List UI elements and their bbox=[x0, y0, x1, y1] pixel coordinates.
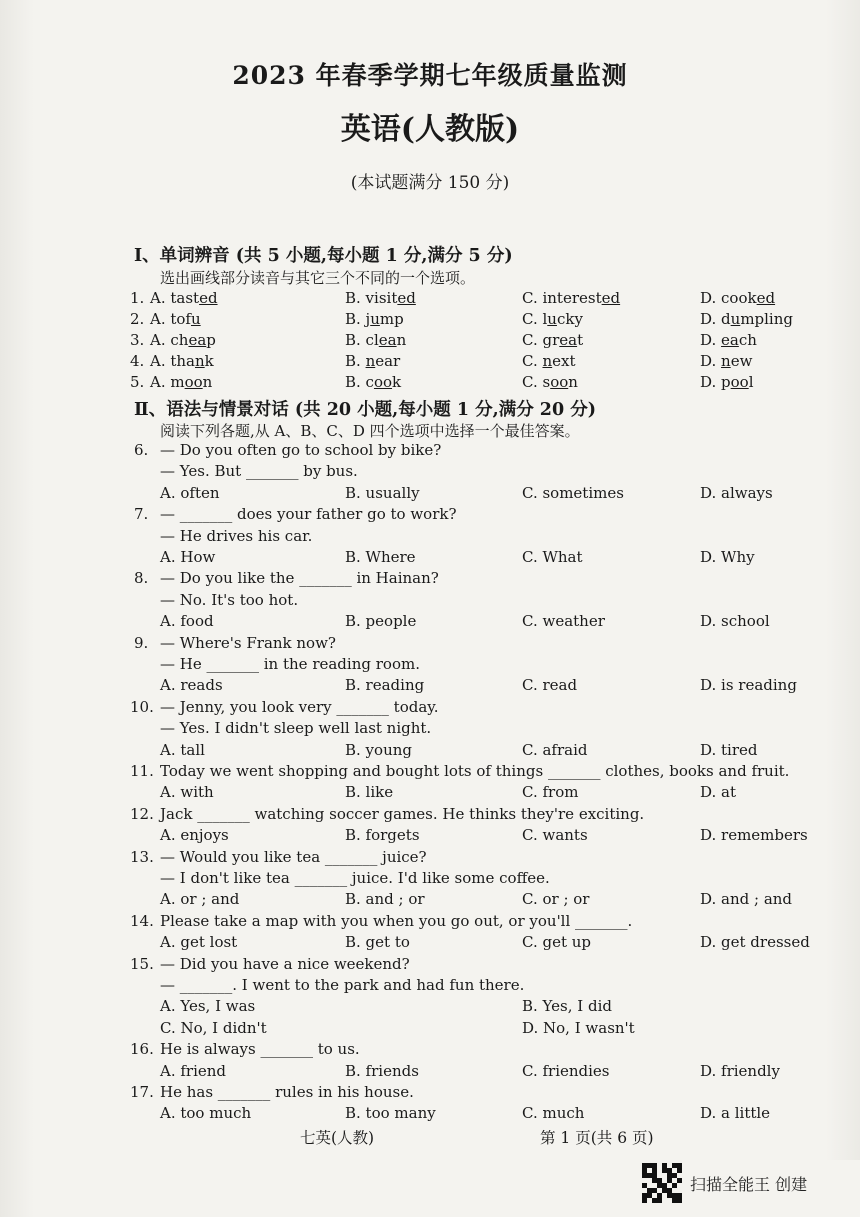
question-text: — Where's Frank now? bbox=[160, 633, 336, 652]
question-number: 17. bbox=[130, 1083, 154, 1101]
question-number: 9. bbox=[134, 633, 149, 652]
question-number: 12. bbox=[130, 804, 154, 823]
question-text: He has _______ rules in his house. bbox=[160, 1083, 414, 1101]
question-text: — Did you have a nice weekend? bbox=[160, 954, 410, 973]
underlined-letters: n bbox=[195, 352, 205, 370]
phonics-question bbox=[0, 373, 860, 395]
underlined-letters: ed bbox=[601, 289, 621, 307]
answer-option: D. Why bbox=[700, 548, 755, 566]
answer-option: B. forgets bbox=[345, 826, 420, 845]
answer-option: C. get up bbox=[522, 933, 592, 952]
answer-option: A. enjoys bbox=[160, 826, 229, 845]
question-text: — Do you like the _______ in Hainan? bbox=[160, 569, 439, 588]
question-text: — He _______ in the reading room. bbox=[160, 655, 420, 673]
answer-option: C. friendies bbox=[522, 1061, 610, 1080]
section-1-title: Ⅰ、单词辨音 (共 5 小题,每小题 1 分,满分 5 分) bbox=[134, 246, 513, 266]
question-text: — I don't like tea _______ juice. I'd like some coffee. bbox=[160, 869, 550, 887]
answer-option: A. often bbox=[160, 483, 220, 502]
section-1-instruction: 选出画线部分读音与其它三个不同的一个选项。 bbox=[160, 269, 476, 287]
answer-option: A. tall bbox=[160, 740, 205, 759]
exam-subject: 英语(人教版) bbox=[340, 112, 520, 147]
question-text: — Would you like tea _______ juice? bbox=[160, 847, 427, 866]
underlined-letters: ed bbox=[397, 289, 416, 307]
question-text: Please take a map with you when you go out, or you'll _______. bbox=[160, 911, 633, 930]
answer-option: C. What bbox=[522, 548, 583, 566]
question-text: — _______ does your father go to work? bbox=[160, 505, 457, 524]
question-number: 15. bbox=[130, 954, 154, 973]
answer-option: B. usually bbox=[345, 483, 420, 502]
question-text: — Yes. But _______ by bus. bbox=[160, 462, 358, 481]
answer-option: C. wants bbox=[522, 826, 588, 845]
answer-option: D. remembers bbox=[700, 826, 808, 845]
question-number: 14. bbox=[130, 911, 154, 930]
answer-option: B. Yes, I did bbox=[522, 997, 612, 1016]
qr-code-icon bbox=[642, 1163, 682, 1203]
underlined-letters: n bbox=[721, 352, 731, 370]
underlined-letters: u bbox=[190, 310, 201, 328]
question-number: 8. bbox=[134, 569, 149, 588]
answer-option: C. afraid bbox=[522, 740, 588, 759]
footer-page-number: 第 1 页(共 6 页) bbox=[540, 1129, 654, 1147]
answer-option: C. much bbox=[522, 1104, 585, 1123]
answer-option: A. friend bbox=[160, 1061, 227, 1080]
answer-option: C. sometimes bbox=[522, 483, 624, 502]
underlined-letters: ed bbox=[199, 289, 218, 307]
question-number: 7. bbox=[134, 505, 149, 524]
answer-option: C. No, I didn't bbox=[160, 1018, 267, 1037]
answer-option: A. reads bbox=[160, 676, 223, 695]
answer-option: B. get to bbox=[345, 933, 410, 952]
answer-option: A. food bbox=[160, 612, 214, 631]
answer-option: B. people bbox=[345, 612, 417, 631]
answer-option: A. tasted bbox=[150, 289, 218, 307]
answer-option: D. cooked bbox=[700, 289, 776, 307]
question-number: 13. bbox=[130, 847, 154, 866]
answer-option: B. and ; or bbox=[345, 890, 425, 909]
underlined-letters: n bbox=[542, 352, 553, 370]
phonics-question bbox=[0, 331, 860, 353]
watermark-text: 扫描全能王 创建 bbox=[690, 1174, 808, 1194]
answer-option: D. a little bbox=[700, 1104, 771, 1123]
answer-option: C. from bbox=[522, 783, 579, 802]
answer-option: B. like bbox=[345, 783, 394, 802]
answer-option: D. is reading bbox=[700, 676, 797, 695]
answer-option: B. reading bbox=[345, 676, 425, 695]
answer-option: B. near bbox=[345, 352, 401, 370]
phonics-question bbox=[0, 310, 860, 332]
answer-option: D. each bbox=[700, 331, 757, 349]
underlined-letters: ea bbox=[188, 331, 207, 349]
answer-option: C. read bbox=[522, 676, 578, 695]
section-2-title: Ⅱ、语法与情景对话 (共 20 小题,每小题 1 分,满分 20 分) bbox=[134, 400, 597, 420]
answer-option: D. No, I wasn't bbox=[522, 1018, 635, 1037]
answer-option: C. next bbox=[522, 352, 576, 370]
question-number: 6. bbox=[134, 441, 149, 459]
question-number: 4. bbox=[130, 352, 145, 370]
answer-option: D. and ; and bbox=[700, 890, 793, 909]
phonics-question bbox=[0, 352, 860, 374]
answer-option: A. too much bbox=[160, 1104, 252, 1123]
underlined-letters: u bbox=[370, 310, 380, 328]
question-number: 11. bbox=[130, 762, 154, 780]
question-number: 16. bbox=[130, 1040, 154, 1059]
answer-option: A. or ; and bbox=[160, 890, 240, 909]
underlined-letters: ea bbox=[378, 331, 397, 349]
question-text: — Do you often go to school by bike? bbox=[160, 441, 442, 459]
answer-option: B. jump bbox=[345, 310, 404, 328]
question-text: — Yes. I didn't sleep well last night. bbox=[160, 719, 432, 738]
answer-option: D. new bbox=[700, 352, 753, 370]
answer-option: A. get lost bbox=[160, 933, 238, 952]
answer-option: C. lucky bbox=[522, 310, 583, 328]
underlined-letters: oo bbox=[373, 373, 393, 391]
phonics-question bbox=[0, 289, 860, 311]
question-text: — Jenny, you look very _______ today. bbox=[160, 697, 439, 716]
question-number: 1. bbox=[130, 289, 145, 307]
answer-option: B. too many bbox=[345, 1104, 436, 1123]
answer-option: A. with bbox=[160, 783, 214, 802]
answer-option: D. friendly bbox=[700, 1061, 780, 1080]
footer-paper-code: 七英(人教) bbox=[300, 1129, 375, 1147]
question-number: 3. bbox=[130, 331, 145, 349]
section-2-instruction: 阅读下列各题,从 A、B、C、D 四个选项中选择一个最佳答案。 bbox=[160, 422, 580, 440]
question-number: 10. bbox=[130, 697, 154, 716]
question-text: Today we went shopping and bought lots of things _______ clothes, books and fruit. bbox=[160, 762, 790, 780]
scanner-watermark bbox=[642, 1162, 807, 1204]
answer-option: B. young bbox=[345, 740, 412, 759]
exam-title: 2023 年春季学期七年级质量监测 bbox=[232, 61, 628, 90]
answer-option: B. friends bbox=[345, 1061, 419, 1080]
question-text: — No. It's too hot. bbox=[160, 590, 299, 609]
answer-option: B. visited bbox=[345, 289, 416, 307]
answer-option: B. Where bbox=[345, 548, 416, 566]
answer-option: D. always bbox=[700, 483, 773, 502]
underlined-letters: oo bbox=[550, 373, 569, 391]
underlined-letters: n bbox=[365, 352, 376, 370]
answer-option: C. interested bbox=[522, 289, 621, 307]
answer-option: D. get dressed bbox=[700, 933, 810, 952]
question-text: He is always _______ to us. bbox=[160, 1040, 360, 1059]
underlined-letters: u bbox=[547, 310, 557, 328]
answer-option: D. dumpling bbox=[700, 310, 793, 328]
answer-option: A. tofu bbox=[150, 310, 201, 328]
answer-option: A. cheap bbox=[150, 331, 216, 349]
question-number: 2. bbox=[130, 310, 145, 328]
answer-option: D. at bbox=[700, 783, 736, 802]
answer-option: D. school bbox=[700, 612, 770, 631]
underlined-letters: ea bbox=[559, 331, 578, 349]
question-text: — He drives his car. bbox=[160, 526, 313, 545]
underlined-letters: ed bbox=[756, 289, 776, 307]
answer-option: C. weather bbox=[522, 612, 605, 631]
answer-option: A. moon bbox=[150, 373, 213, 391]
answer-option: A. Yes, I was bbox=[160, 997, 256, 1016]
answer-option: A. thank bbox=[150, 352, 214, 370]
full-score-note: (本试题满分 150 分) bbox=[350, 173, 510, 193]
answer-option: A. How bbox=[160, 548, 216, 566]
answer-option: B. cook bbox=[345, 373, 402, 391]
underlined-letters: oo bbox=[730, 373, 749, 391]
underlined-letters: oo bbox=[184, 373, 203, 391]
question-text: — _______. I went to the park and had fun there. bbox=[160, 976, 525, 994]
question-number: 5. bbox=[130, 373, 145, 391]
answer-option: C. soon bbox=[522, 373, 578, 391]
answer-option: C. or ; or bbox=[522, 890, 590, 909]
underlined-letters: ea bbox=[721, 331, 739, 349]
answer-option: D. pool bbox=[700, 373, 754, 391]
question-text: Jack _______ watching soccer games. He thinks they're exciting. bbox=[160, 804, 645, 823]
answer-option: B. clean bbox=[345, 331, 407, 349]
answer-option: C. great bbox=[522, 331, 584, 349]
underlined-letters: u bbox=[730, 310, 741, 328]
answer-option: D. tired bbox=[700, 740, 758, 759]
